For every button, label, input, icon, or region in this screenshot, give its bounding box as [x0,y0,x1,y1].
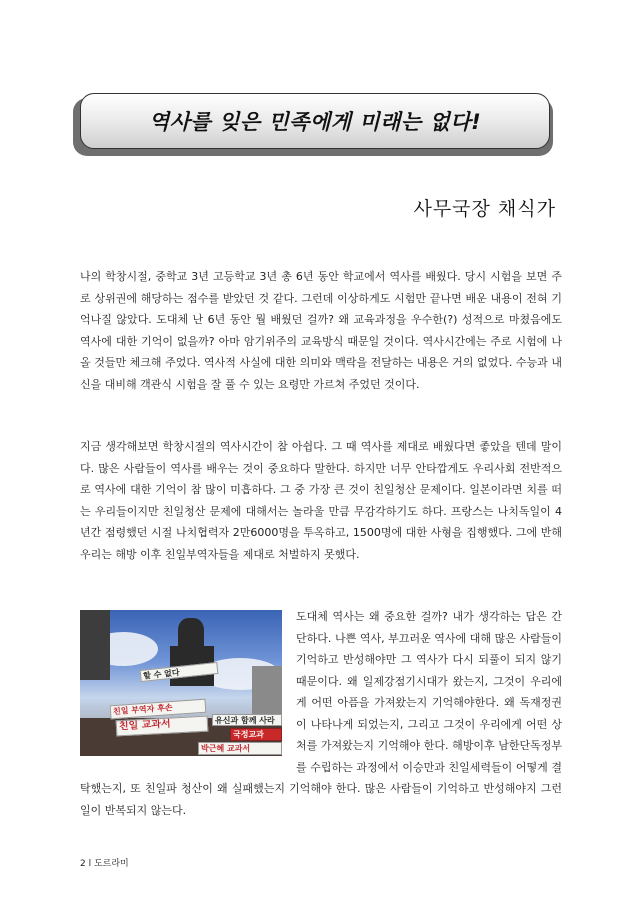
protest-banner: 국정교과 [230,728,282,741]
protest-banner: 유신과 함께 사라 [212,714,282,726]
protest-banner: 박근혜 교과서 [198,742,282,755]
page-footer: 2 l 도르라미 [80,859,129,869]
protest-banner: 친일 교과서 [116,716,209,737]
page-title: 역사를 잊은 민족에게 미래는 없다! [148,110,482,134]
paragraph-3-with-photo [80,606,562,821]
building-shape [80,610,110,680]
paragraph-2: 지금 생각해보면 학창시절의 역사시간이 참 아쉽다. 그 때 역사를 제대로 배웠다면 좋았을 텐데 말이다. 많은 사람들이 역사를 배우는 것이 중요하다 말한다. 하지만 너무 안타깝게도 우리사회 전반적으로 역사에 대한 기억이 참 많이 미흡하다. 그 중 가장 큰 것이 친일청산 문제이다. 일본이라면 치를 떠는 우리들이지만 친일청산 문제에 대해서는 놀라울 만큼 무감각하기도 하다. 프랑스는 나치독일이 4년간 점령했던 시절 나치협력자 2만6000명을 투옥하고, 1500명에 대한 사형을 집행했다. 그에 반해 우리는 해방 이후 친일부역자들을 제대로 처벌하지 못했다. [80,440,562,561]
paragraph-1: 나의 학창시절, 중학교 3년 고등학교 3년 총 6년 동안 학교에서 역사를 배웠다. 당시 시험을 보면 주로 상위권에 해당하는 점수를 받았던 것 같다. 그런데 이상하게도 시험만 끝나면 배운 내용이 전혀 기억나질 않았다. 도대체 난 6년 동안 뭘 배웠던 걸까? 왜 교육과정을 우수한(?) 성적으로 마쳤음에도 역사에 대한 기억이 없을까? 아마 암기위주의 교육방식 때문일 것이다. 역사시간에는 주로 시험에 나올 것들만 체크해 주었다. 역사적 사실에 대한 의미와 맥락을 전달하는 내용은 거의 없었다. 수능과 내신을 대비해 객관식 시험을 잘 풀 수 있는 요령만 가르쳐 주었던 것이다. [80,270,562,391]
protest-banner: 친일 부역자 후손 [110,699,207,720]
statue-shape [178,618,204,648]
title-box [80,93,550,149]
protest-banner: 할 수 없다 [140,662,219,682]
author-line: 사무국장 채식가 [413,198,556,220]
paragraph-3: 도대체 역사는 왜 중요한 걸까? 내가 생각하는 답은 간단하다. 나쁜 역사, 부끄러운 역사에 대해 많은 사람들이 기억하고 반성해야만 그 역사가 다시 되풀이 되지 않기 때문이다. 왜 일제강점기시대가 왔는지, 그것이 우리에게 어떤 아픔을 가져왔는지 기억해야한다. 왜 독재정권이 나타나게 되었는지, 그리고 그것이 우리에게 어떤 상처를 가져왔는지 기억해야 한다. 해방이후 남한단독정부를 수립하는 과정에서 이승만과 친일세력들이 어떻게 결탁했는지, 또 친일파 청산이 왜 실패했는지 기억해야 한다. 많은 사람들이 기억하고 반성해야지 그런 일이 반복되지 않는다. [80,610,562,817]
protest-photo [80,610,282,756]
